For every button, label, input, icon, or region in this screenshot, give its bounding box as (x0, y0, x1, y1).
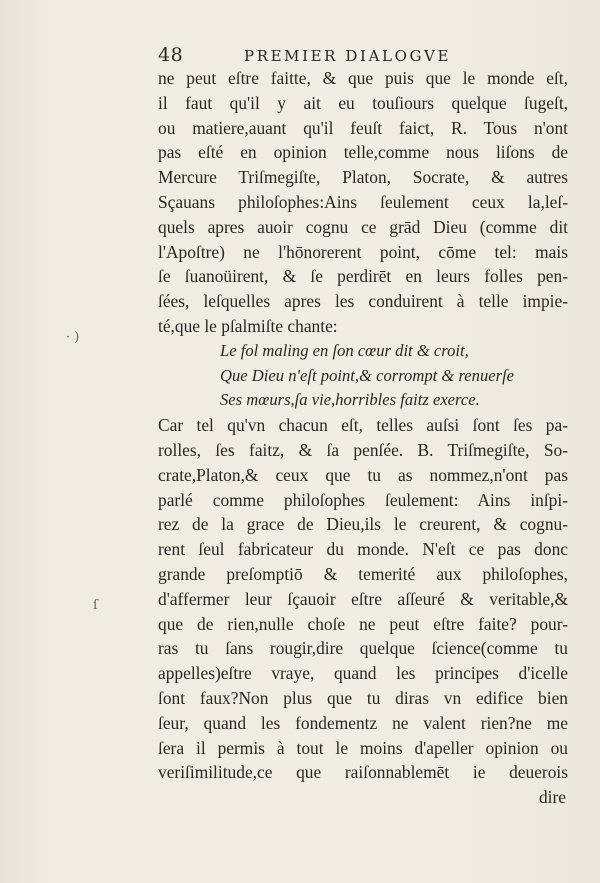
text-line: appelles)eſtre vraye, quand les principes d'icelle (158, 663, 568, 684)
margin-mark: · ) (66, 330, 80, 345)
text-block (158, 66, 568, 810)
text-line: rolles, ſes faitz, & ſa penſée. B. Triſmegiſte, So- (158, 439, 568, 460)
text-line: Sçauans philoſophes:Ains ſeulement ceux la,leſ- (158, 191, 568, 212)
text-line: d'affermer leur ſçauoir eſtre aſſeuré & veritable,& (158, 588, 568, 609)
catchword: dire (538, 787, 566, 808)
text-line: té,que le pſalmiſte chante: (158, 315, 338, 336)
verse-line: Le fol maling en ſon cœur dit & croit, (220, 340, 469, 360)
text-line: rent ſeul fabricateur du monde. N'eſt ce pas donc (158, 539, 568, 560)
text-line: ne peut eſtre faitte, & que puis que le monde eſt, (158, 68, 568, 88)
text-line: ſera il permis à tout le moins d'apeller opinion ou (158, 737, 568, 758)
text-line: quels apres auoir cognu ce grād Dieu (comme dit (158, 216, 568, 237)
text-line: crate,Platon,& ceux que tu as nommez,n'ont pas (158, 464, 568, 485)
text-line: que de rien,nulle choſe ne peut eſtre faite? pour- (158, 613, 568, 634)
text-line: grande preſomptiō & temerité aux philoſophes, (158, 563, 568, 584)
text-line: ſées, leſquelles apres les conduirent à telle impie- (158, 291, 568, 312)
verse-line: Ses mœurs,ſa vie,horribles faitz exerce. (220, 390, 480, 410)
text-line: pas eſté en opinion telle,comme nous liſons de (158, 142, 568, 163)
text-line: ou matiere,auant qu'il feuſt faict, R. Tous n'ont (158, 117, 568, 138)
text-line: ſont faux?Non plus que tu diras vn edifice bien (158, 687, 568, 708)
verse-line: Que Dieu n'eſt point,& corrompt & renuerſe (220, 365, 515, 385)
text-line: l'Apoſtre) ne l'hōnorerent point, cōme tel: mais (158, 241, 568, 262)
text-line: parlé comme philoſophes ſeulement: Ains inſpi- (158, 489, 568, 510)
margin-mark: ſ (93, 598, 98, 613)
text-line: ſe ſuanoüirent, & ſe perdirēt en leurs folles pen- (158, 266, 568, 287)
text-line: rez de la grace de Dieu,ils le creurent, & cognu- (158, 514, 568, 535)
running-title: PREMIER DIALOGVE (244, 47, 452, 65)
text-line: il faut qu'il y ait eu touſiours quelque ſugeſt, (158, 92, 568, 113)
page-number: 48 (158, 44, 184, 66)
text-line: Car tel qu'vn chacun eſt, telles auſsi ſont ſes pa- (158, 415, 568, 436)
text-line: ras tu ſans rougir,dire quelque ſcience(comme tu (158, 638, 568, 659)
text-line: Mercure Triſmegiſte, Platon, Socrate, & autres (158, 167, 568, 188)
text-line: ſeur, quand les fondementz ne valent rien?ne me (158, 712, 568, 733)
text-line: veriſimilitude,ce que raiſonnablemēt ie deuerois (158, 762, 568, 783)
